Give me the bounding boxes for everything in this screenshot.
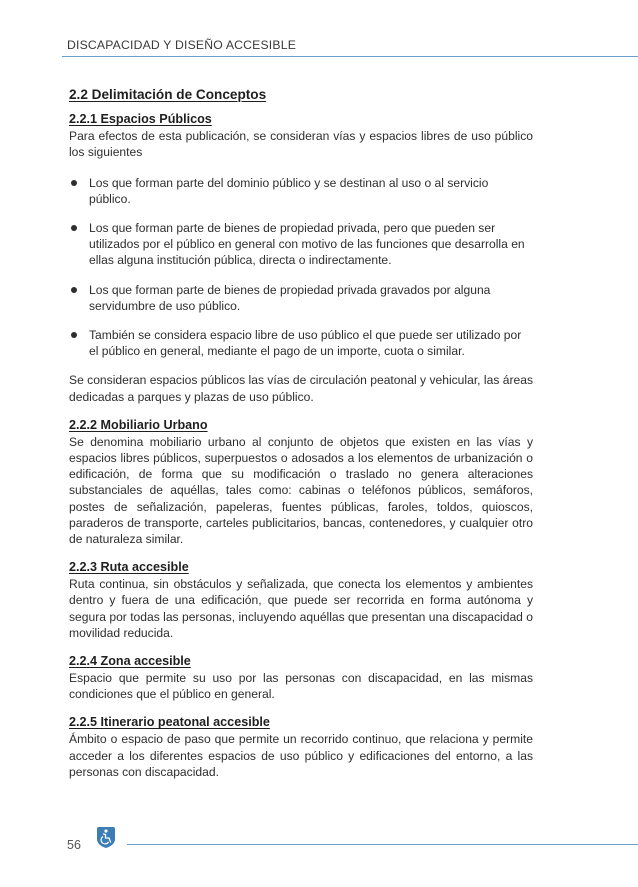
subsection-heading: 2.2.1 Espacios Públicos [69,112,212,127]
accessibility-logo-icon [95,825,117,849]
paragraph: Se denomina mobiliario urbano al conjunto de objetos que existen en las vías y espacios libres públicos, superpuestos o adosados a los elementos de urbanización o edificación, de forma que su modificación o traslado no genera alteraciones substanciales de aquéllas, tales como: cabinas o teléfonos públicos, semáforos, postes de señalización, papeleras, fuentes públicas, faroles, toldos, quioscos, paraderos de transporte, carteles publicitarios, bancas, contenedores, y cualquier otro de naturaleza similar. [69,434,533,547]
list-item-text: Los que forman parte de bienes de propiedad privada gravados por alguna servidumbre de uso público. [89,282,491,313]
paragraph: Ámbito o espacio de paso que permite un recorrido continuo, que relaciona y permite acceder a los diferentes espacios de uso público y edificaciones del entorno, a las personas con discapacidad. [69,732,533,779]
paragraph: Se consideran espacios públicos las vías de circulación peatonal y vehicular, las áreas dedicadas a parques y plazas de uso público. [69,373,533,404]
paragraph: Espacio que permite su uso por las personas con discapacidad, en las mismas condiciones que el público en general. [69,671,533,702]
list-item-text: Los que forman parte de bienes de propiedad privada, pero que pueden ser utilizados por el público en general con motivo de las funciones que desarrolla en ellas alguna institución pública, directa o indirectamente. [89,221,525,268]
subsection-itinerario-peatonal [69,714,533,780]
page-content [69,87,533,792]
list-item [69,327,533,359]
subsection-heading: 2.2.2 Mobiliario Urbano [69,417,208,432]
subsection-heading: 2.2.5 Itinerario peatonal accesible [69,715,270,730]
subsection-ruta-accesible [69,559,533,641]
list-item [69,282,533,314]
header-rule [62,56,638,57]
subsection-mobiliario-urbano [69,417,533,547]
paragraph: Para efectos de esta publicación, se consideran vías y espacios libres de uso público los siguientes [69,129,533,160]
list-item-text: También se considera espacio libre de uso público el que puede ser utilizado por el público en general, mediante el pago de un importe, cuota o similar. [89,328,522,359]
section-title: 2.2 Delimitación de Conceptos [69,87,267,102]
paragraph: Ruta continua, sin obstáculos y señalizada, que conecta los elementos y ambientes dentro y fuera de una edificación, que puede ser recorrida en forma autónoma y segura por todas las personas, incluyendo aquéllas que presentan una discapacidad o movilidad reducida. [69,577,533,640]
bullet-icon [71,332,77,338]
subsection-heading: 2.2.4 Zona accesible [69,654,191,669]
bullet-icon [71,287,77,293]
bullet-icon [71,225,77,231]
page-number: 56 [67,838,81,852]
list-item [69,175,533,207]
list-item [69,220,533,269]
running-header: DISCAPACIDAD Y DISEÑO ACCESIBLE [67,38,297,52]
footer-rule [127,844,638,845]
subsection-heading: 2.2.3 Ruta accesible [69,560,189,575]
list-item-text: Los que forman parte del dominio público y se destinan al uso o al servicio público. [89,175,489,206]
subsection-zona-accesible [69,653,533,702]
bullet-list [69,175,533,360]
bullet-icon [71,180,77,186]
subsection-espacios-publicos [69,111,533,405]
